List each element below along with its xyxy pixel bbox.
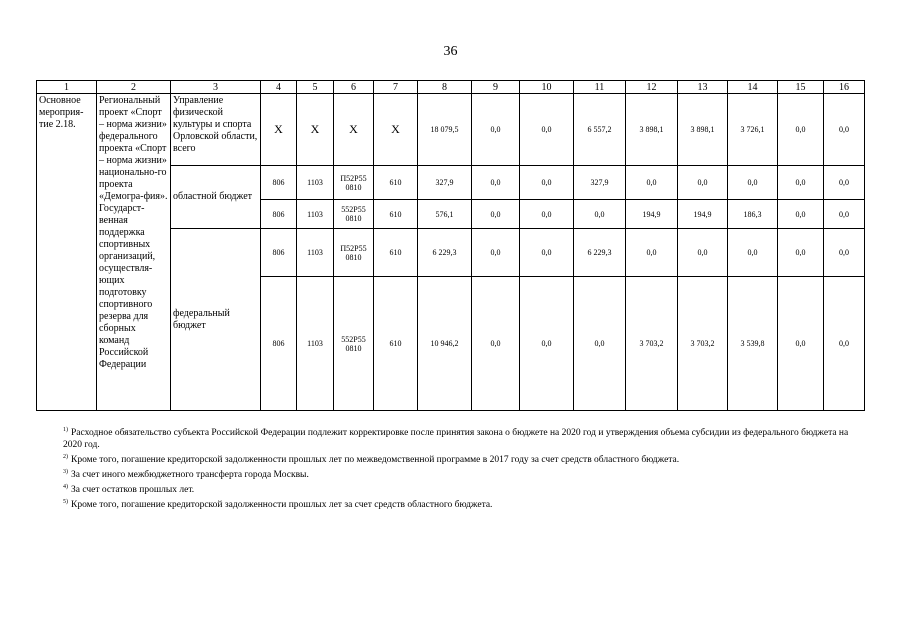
- table-cell: 0,0: [472, 166, 520, 200]
- header-cell: 5: [297, 81, 334, 94]
- table-cell: 552Р55 0810: [334, 277, 374, 411]
- table-cell: 0,0: [824, 229, 865, 277]
- table-cell: 194,9: [626, 200, 678, 229]
- activity-cell: Основное мероприя-тие 2.18.: [37, 94, 97, 411]
- table-cell: 0,0: [728, 229, 778, 277]
- table-cell: Х: [334, 94, 374, 166]
- table-cell: 0,0: [678, 229, 728, 277]
- table-cell: 610: [374, 166, 418, 200]
- table-cell: 1103: [297, 200, 334, 229]
- table-cell: 327,9: [574, 166, 626, 200]
- table-cell: 0,0: [778, 229, 824, 277]
- header-cell: 11: [574, 81, 626, 94]
- footnote-text: За счет остатков прошлых лет.: [71, 485, 195, 495]
- table-cell: 806: [261, 229, 297, 277]
- footnote: [63, 451, 863, 466]
- footnote: [63, 496, 863, 511]
- table-cell: 6 229,3: [418, 229, 472, 277]
- table-cell: 3 703,2: [678, 277, 728, 411]
- table-cell: 3 898,1: [678, 94, 728, 166]
- table-cell: 0,0: [520, 277, 574, 411]
- header-cell: 9: [472, 81, 520, 94]
- table-cell: 0,0: [824, 277, 865, 411]
- table-cell: 0,0: [824, 166, 865, 200]
- header-cell: 15: [778, 81, 824, 94]
- table-cell: 3 726,1: [728, 94, 778, 166]
- table-cell: 0,0: [520, 229, 574, 277]
- table-cell: 1103: [297, 229, 334, 277]
- footnote: [63, 424, 863, 451]
- table-cell: 327,9: [418, 166, 472, 200]
- header-cell: 1: [37, 81, 97, 94]
- table-cell: 0,0: [678, 166, 728, 200]
- page-number: 36: [443, 44, 458, 59]
- table-cell: 0,0: [472, 229, 520, 277]
- budget-source-cell: областной бюджет: [171, 166, 261, 229]
- table-cell: 3 539,8: [728, 277, 778, 411]
- table-cell: 0,0: [778, 166, 824, 200]
- table-cell: 806: [261, 166, 297, 200]
- table-cell: 0,0: [574, 277, 626, 411]
- table-cell: 0,0: [520, 200, 574, 229]
- table-cell: 18 079,5: [418, 94, 472, 166]
- header-cell: 7: [374, 81, 418, 94]
- table-cell: 806: [261, 277, 297, 411]
- table-cell: 576,1: [418, 200, 472, 229]
- table-cell: 0,0: [778, 277, 824, 411]
- table-cell: 1103: [297, 277, 334, 411]
- header-cell: 6: [334, 81, 374, 94]
- table-cell: 1103: [297, 166, 334, 200]
- table-cell: 0,0: [472, 94, 520, 166]
- table-cell: Х: [374, 94, 418, 166]
- header-cell: 8: [418, 81, 472, 94]
- table-cell: 0,0: [626, 229, 678, 277]
- table-cell: 610: [374, 229, 418, 277]
- header-cell: 4: [261, 81, 297, 94]
- table-cell: Х: [297, 94, 334, 166]
- footnote-text: Кроме того, погашение кредиторской задолженности прошлых лет за счет средств областного бюджета.: [71, 500, 493, 510]
- table-cell: П52Р55 0810: [334, 229, 374, 277]
- footnote-text: Кроме того, погашение кредиторской задолженности прошлых лет по межведомственной программе в 2017 году за счет средств областного бюджета.: [71, 455, 680, 465]
- table-cell: 3 898,1: [626, 94, 678, 166]
- footnote-mark: 2): [63, 454, 68, 460]
- table-cell: 194,9: [678, 200, 728, 229]
- footnote-mark: 5): [63, 499, 68, 505]
- table-cell: 0,0: [520, 94, 574, 166]
- footnote-mark: 4): [63, 484, 68, 490]
- footnote-text: За счет иного межбюджетного трансферта города Москвы.: [71, 470, 309, 480]
- budget-table: [36, 80, 865, 411]
- table-cell: 806: [261, 200, 297, 229]
- footnote-mark: 1): [63, 427, 68, 433]
- table-cell: 0,0: [626, 166, 678, 200]
- footnote-text: Расходное обязательство субъекта Российской Федерации подлежит корректировке после принятия закона о бюджете на 2020 год и утверждения объема субсидии из федерального бюджета на 2020 год.: [63, 428, 849, 450]
- table-cell: 0,0: [574, 200, 626, 229]
- header-cell: 13: [678, 81, 728, 94]
- header-row: [37, 81, 865, 94]
- table-cell: 610: [374, 200, 418, 229]
- table-cell: 0,0: [728, 166, 778, 200]
- table-cell: 0,0: [778, 200, 824, 229]
- footnote: [63, 466, 863, 481]
- header-cell: 16: [824, 81, 865, 94]
- footnote: [63, 481, 863, 496]
- table-cell: 0,0: [778, 94, 824, 166]
- table-cell: 3 703,2: [626, 277, 678, 411]
- table-cell: П52Р55 0810: [334, 166, 374, 200]
- footnotes: [63, 424, 863, 511]
- executor-cell: Управление физической культуры и спорта Орловской области, всего: [171, 94, 261, 166]
- header-cell: 10: [520, 81, 574, 94]
- table-cell: 552Р55 0810: [334, 200, 374, 229]
- table-cell: 6 557,2: [574, 94, 626, 166]
- header-cell: 3: [171, 81, 261, 94]
- table-cell: 0,0: [472, 277, 520, 411]
- header-cell: 14: [728, 81, 778, 94]
- header-cell: 2: [97, 81, 171, 94]
- table-cell: 0,0: [824, 94, 865, 166]
- table-cell: 10 946,2: [418, 277, 472, 411]
- table-cell: 0,0: [472, 200, 520, 229]
- project-cell: Региональный проект «Спорт – норма жизни» федерального проекта «Спорт – норма жизни» национально-го проекта «Демогра-фия». Государст-венная поддержка спортивных организаций, осуществля-ющих подготовку спортивного резерва для сборных команд Российской Федерации: [97, 94, 171, 411]
- budget-source-cell: федеральный бюджет: [171, 229, 261, 411]
- table-cell: Х: [261, 94, 297, 166]
- table-cell: 186,3: [728, 200, 778, 229]
- header-cell: 12: [626, 81, 678, 94]
- table-cell: 610: [374, 277, 418, 411]
- footnote-mark: 3): [63, 469, 68, 475]
- table-cell: 6 229,3: [574, 229, 626, 277]
- table-cell: 0,0: [824, 200, 865, 229]
- table-row-total: [37, 94, 865, 166]
- table-cell: 0,0: [520, 166, 574, 200]
